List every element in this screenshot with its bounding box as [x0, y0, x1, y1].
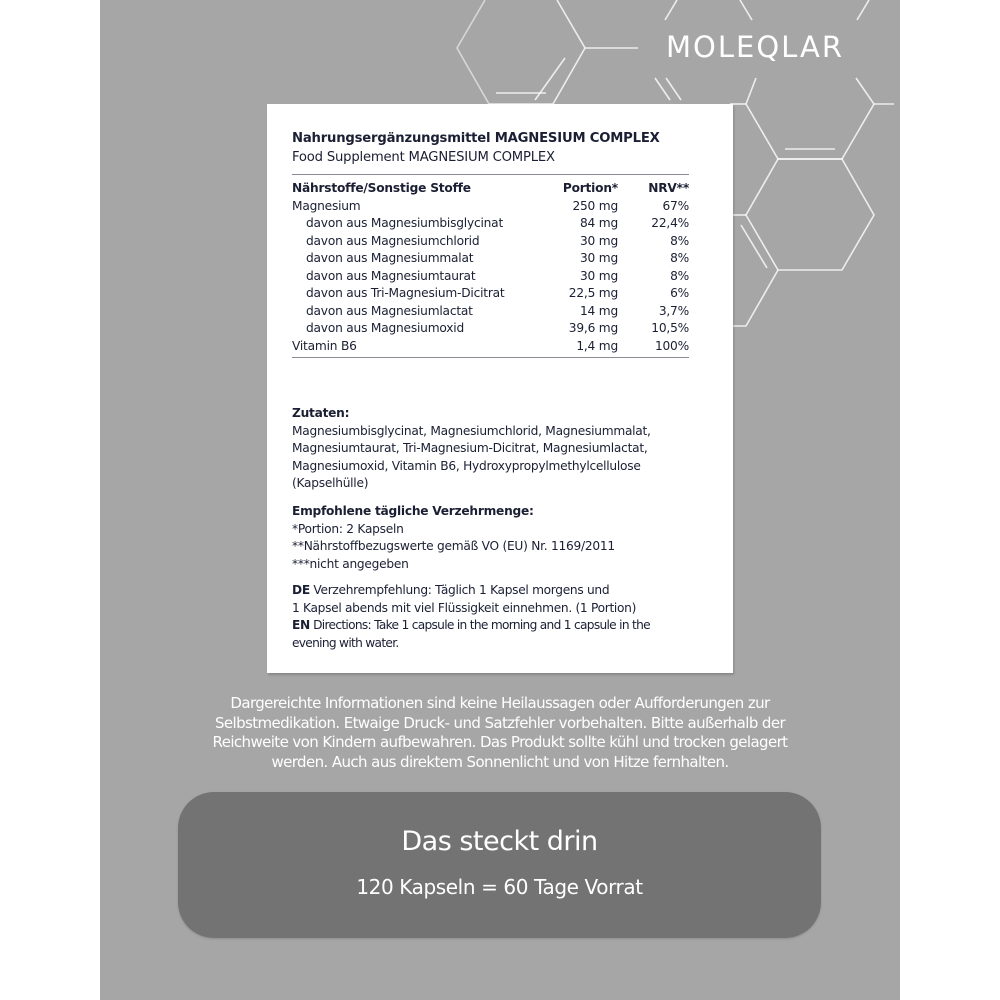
- row-portion: 30 mg: [580, 251, 618, 265]
- disclaimer-text: [140, 694, 860, 772]
- table-row: [292, 215, 689, 233]
- dosage-line: **Nährstoffbezugswerte gemäß VO (EU) Nr. 1169/2011: [292, 539, 615, 553]
- ingredients-line: Magnesiumtaurat, Tri-Magnesium-Dicitrat, Magnesiumlactat,: [292, 441, 648, 455]
- background-panel: [100, 0, 900, 1000]
- nutrition-table: [292, 180, 689, 355]
- row-nutrient: davon aus Tri-Magnesium-Dicitrat: [306, 286, 505, 300]
- table-row: [292, 320, 689, 338]
- row-nutrient: davon aus Magnesiummalat: [306, 251, 474, 265]
- row-nutrient: davon aus Magnesiumchlorid: [306, 233, 480, 248]
- lang-tag-de: DE: [292, 583, 310, 597]
- directions-en-text: Directions: Take 1 capsule in the morning and 1 capsule in the: [309, 618, 650, 632]
- ingredients-line: (Kapselhülle): [292, 476, 369, 490]
- row-nutrient: Vitamin B6: [292, 338, 357, 353]
- label-title-en: Food Supplement MAGNESIUM COMPLEX: [292, 150, 555, 165]
- brand-logo: MOLEQLAR: [666, 30, 844, 64]
- dosage-section: [292, 503, 722, 573]
- row-nrv: 8%: [670, 251, 689, 265]
- disclaimer-line: Selbstmedikation. Etwaige Druck- und Satzfehler vorbehalten. Bitte außerhalb der: [214, 713, 786, 732]
- lang-tag-en: EN: [292, 618, 310, 632]
- dosage-line: ***nicht angegeben: [292, 556, 409, 571]
- row-nutrient: davon aus Magnesiumoxid: [306, 321, 464, 335]
- contents-box: [178, 792, 821, 938]
- table-header-row: [292, 180, 689, 198]
- header-portion: Portion*: [562, 181, 618, 195]
- row-portion: 30 mg: [580, 268, 618, 283]
- directions-section: [292, 582, 722, 652]
- header-nutrient: Nährstoffe/Sonstige Stoffe: [292, 181, 471, 195]
- ingredients-line: Magnesiumbisglycinat, Magnesiumchlorid, Magnesiummalat,: [292, 423, 651, 438]
- row-nutrient: Magnesium: [292, 198, 361, 213]
- row-portion: 14 mg: [580, 303, 618, 318]
- ingredients-heading: Zutaten:: [292, 406, 350, 420]
- row-nutrient: davon aus Magnesiumlactat: [306, 303, 473, 318]
- disclaimer-line: werden. Auch aus direktem Sonnenlicht und von Hitze fernhalten.: [271, 752, 729, 771]
- table-row: [292, 268, 689, 286]
- table-row: [292, 233, 689, 251]
- header-nrv: NRV**: [648, 181, 689, 195]
- ingredients-line: Magnesiumoxid, Vitamin B6, Hydroxypropylmethylcellulose: [292, 458, 641, 473]
- directions-en-line2: evening with water.: [292, 635, 399, 650]
- directions-de-text: Verzehrempfehlung: Täglich 1 Kapsel morgens und: [309, 583, 610, 597]
- row-portion: 30 mg: [580, 233, 618, 248]
- row-nrv: 3,7%: [658, 303, 689, 318]
- row-nrv: 10,5%: [651, 321, 689, 335]
- contents-subtitle: 120 Kapseln = 60 Tage Vorrat: [356, 875, 643, 899]
- ingredients-section: [292, 405, 722, 493]
- row-nrv: 8%: [670, 233, 689, 248]
- row-nrv: 67%: [662, 198, 689, 213]
- row-nrv: 100%: [654, 338, 689, 353]
- row-portion: 84 mg: [580, 216, 618, 230]
- disclaimer-line: Dargereichte Informationen sind keine Heilaussagen oder Aufforderungen zur: [230, 694, 770, 712]
- row-portion: 22,5 mg: [568, 286, 618, 300]
- table-row: [292, 285, 689, 303]
- row-portion: 1,4 mg: [576, 338, 618, 353]
- row-nrv: 8%: [670, 268, 689, 283]
- supplement-label: [267, 104, 733, 673]
- table-divider-bottom: [292, 357, 689, 358]
- table-row: [292, 303, 689, 321]
- contents-title: Das steckt drin: [401, 826, 598, 857]
- row-nrv: 6%: [670, 286, 689, 300]
- row-nutrient: davon aus Magnesiumbisglycinat: [306, 216, 504, 230]
- table-row: [292, 250, 689, 268]
- table-row: [292, 198, 689, 216]
- row-nutrient: davon aus Magnesiumtaurat: [306, 268, 476, 283]
- label-title-de: Nahrungsergänzungsmittel MAGNESIUM COMPLEX: [292, 131, 660, 146]
- row-portion: 39,6 mg: [568, 321, 618, 335]
- table-divider-top: [292, 174, 689, 175]
- directions-en-line: [292, 617, 722, 635]
- dosage-line: *Portion: 2 Kapseln: [292, 521, 404, 536]
- dosage-heading: Empfohlene tägliche Verzehrmenge:: [292, 504, 534, 518]
- disclaimer-line: Reichweite von Kindern aufbewahren. Das Produkt sollte kühl und trocken gelagert: [212, 733, 788, 751]
- row-nrv: 22,4%: [651, 216, 689, 230]
- table-row: [292, 338, 689, 356]
- directions-de-line: [292, 582, 722, 600]
- directions-de-line2: 1 Kapsel abends mit viel Flüssigkeit einnehmen. (1 Portion): [292, 600, 637, 615]
- row-portion: 250 mg: [572, 198, 618, 213]
